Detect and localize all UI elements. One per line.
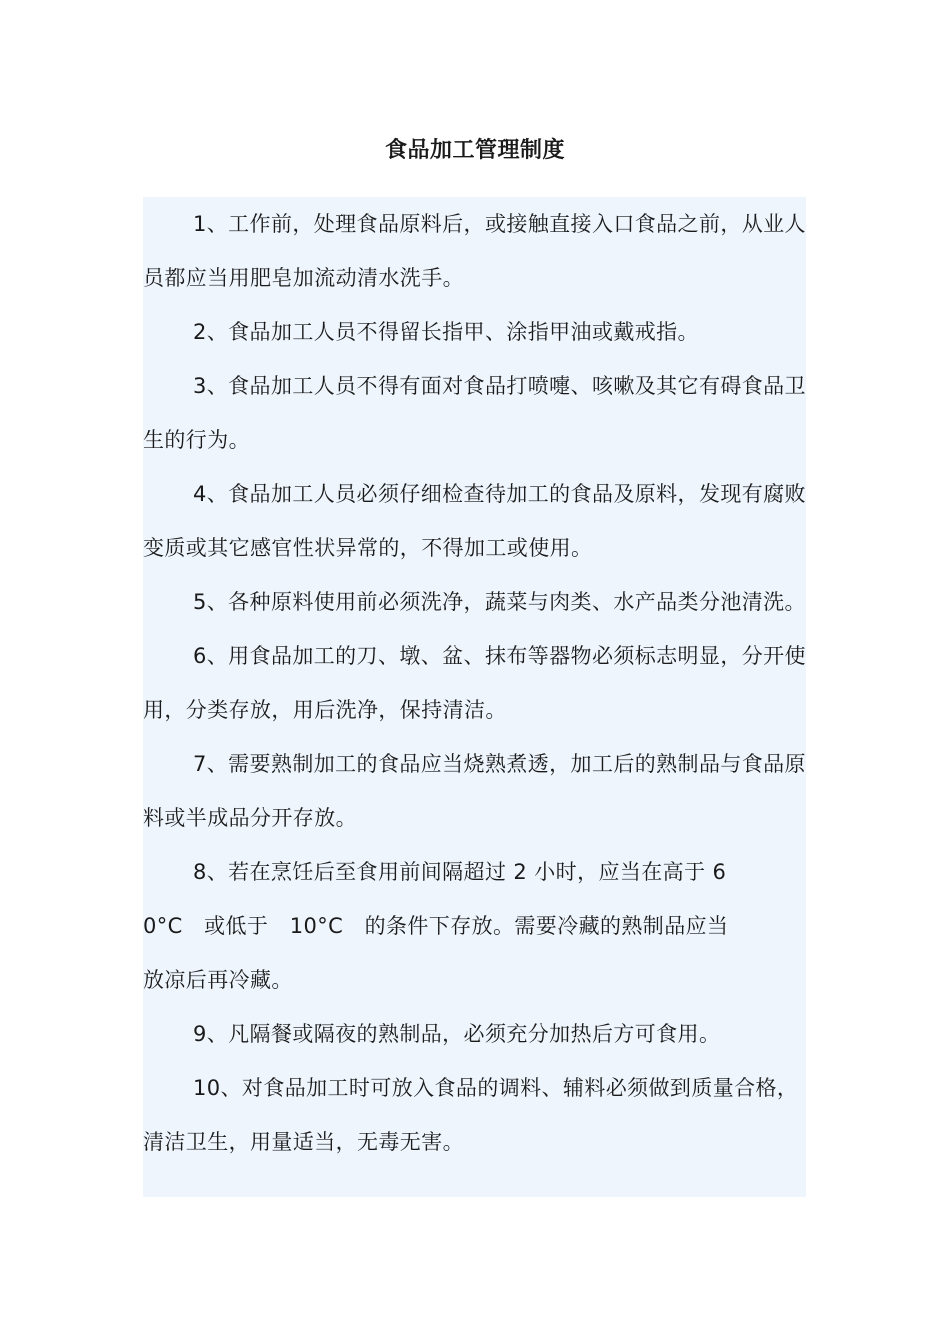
- rule-item-7: 7、需要熟制加工的食品应当烧熟煮透，加工后的熟制品与食品原料或半成品分开存放。: [143, 752, 806, 830]
- rule-item-5: 5、各种原料使用前必须洗净，蔬菜与肉类、水产品类分池清洗。: [193, 590, 806, 614]
- rule-item-6: 6、用食品加工的刀、墩、盆、抹布等器物必须标志明显，分开使用，分类存放，用后洗净，保持清洁。: [143, 644, 806, 722]
- rule-item-2: 2、食品加工人员不得留长指甲、涂指甲油或戴戒指。: [193, 320, 699, 344]
- rule-item-10: 10、对食品加工时可放入食品的调料、辅料必须做到质量合格，清洁卫生，用量适当，无毒无害。: [143, 1076, 799, 1154]
- document-body: [143, 197, 806, 1197]
- rule-item-8: 8、若在烹饪后至食用前间隔超过 2 小时，应当在高于 60°C 或低于 10°C 的条件下存放。需要冷藏的熟制品应当放凉后再冷藏。: [143, 860, 729, 992]
- rule-item-3: 3、食品加工人员不得有面对食品打喷嚏、咳嗽及其它有碍食品卫生的行为。: [143, 374, 806, 452]
- rule-item-4: 4、食品加工人员必须仔细检查待加工的食品及原料，发现有腐败变质或其它感官性状异常的，不得加工或使用。: [143, 482, 806, 560]
- rule-item-1: 1、工作前，处理食品原料后，或接触直接入口食品之前，从业人员都应当用肥皂加流动清水洗手。: [143, 212, 806, 290]
- document-title: 食品加工管理制度: [384, 138, 565, 163]
- rule-item-9: 9、凡隔餐或隔夜的熟制品，必须充分加热后方可食用。: [193, 1022, 721, 1046]
